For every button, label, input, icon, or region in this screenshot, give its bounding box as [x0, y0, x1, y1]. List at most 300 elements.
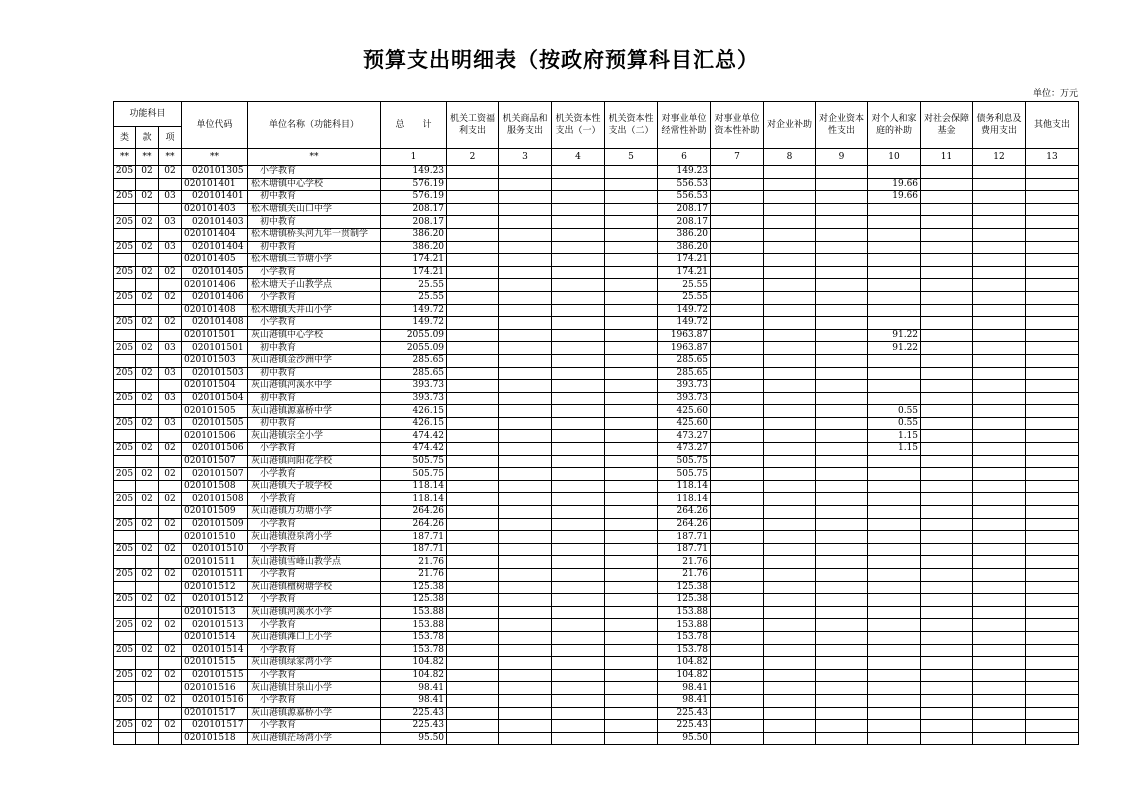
table-row — [114, 329, 1079, 342]
cell-col-6 — [711, 732, 764, 745]
cell-col-9 — [868, 657, 921, 670]
table-row — [114, 279, 1079, 292]
cell-lei — [114, 329, 136, 342]
header-mark: ** — [136, 149, 159, 166]
cell-xiang: 02 — [159, 518, 182, 531]
cell-total: 153.78 — [381, 631, 447, 644]
cell-unit-name: 灰山港镇万功塘小学 — [248, 506, 381, 519]
header-num: 7 — [711, 149, 764, 166]
cell-col-12 — [1026, 279, 1079, 292]
cell-col-5: 187.71 — [658, 543, 711, 556]
cell-col-6 — [711, 354, 764, 367]
cell-xiang — [159, 657, 182, 670]
cell-unit-code: 020101512 — [182, 581, 248, 594]
cell-lei — [114, 657, 136, 670]
cell-unit-code: 020101504 — [182, 380, 248, 393]
cell-col-8 — [816, 380, 868, 393]
cell-unit-code: 020101509 — [182, 518, 248, 531]
cell-col-1 — [447, 329, 499, 342]
cell-kuan — [136, 506, 159, 519]
cell-xiang — [159, 732, 182, 745]
cell-col-2 — [499, 380, 552, 393]
cell-xiang — [159, 354, 182, 367]
cell-col-4 — [605, 657, 658, 670]
cell-col-10 — [921, 191, 973, 204]
cell-xiang: 02 — [159, 317, 182, 330]
cell-col-2 — [499, 720, 552, 733]
cell-kuan — [136, 380, 159, 393]
cell-col-5: 153.88 — [658, 619, 711, 632]
budget-table — [113, 101, 1079, 745]
cell-unit-name: 灰山港镇澄泉湾小学 — [248, 531, 381, 544]
cell-col-1 — [447, 178, 499, 191]
cell-lei: 205 — [114, 266, 136, 279]
cell-kuan: 02 — [136, 342, 159, 355]
cell-col-6 — [711, 518, 764, 531]
header-num: 9 — [816, 149, 868, 166]
cell-col-9 — [868, 581, 921, 594]
header-unit-code: 单位代码 — [182, 102, 248, 149]
cell-col-1 — [447, 317, 499, 330]
cell-unit-code: 020101517 — [182, 707, 248, 720]
cell-col-1 — [447, 455, 499, 468]
cell-col-10 — [921, 392, 973, 405]
cell-col-3 — [552, 405, 605, 418]
cell-col-12 — [1026, 342, 1079, 355]
cell-col-7 — [764, 405, 816, 418]
cell-xiang: 02 — [159, 694, 182, 707]
table-row — [114, 531, 1079, 544]
cell-total: 21.76 — [381, 556, 447, 569]
cell-col-2 — [499, 569, 552, 582]
cell-unit-code: 020101503 — [182, 354, 248, 367]
header-num: 6 — [658, 149, 711, 166]
cell-col-6 — [711, 468, 764, 481]
cell-lei — [114, 178, 136, 191]
cell-col-11 — [973, 166, 1026, 179]
cell-xiang — [159, 480, 182, 493]
cell-col-2 — [499, 342, 552, 355]
cell-xiang: 02 — [159, 669, 182, 682]
cell-col-5: 425.60 — [658, 405, 711, 418]
cell-unit-name: 小学教育 — [248, 518, 381, 531]
cell-col-12 — [1026, 304, 1079, 317]
cell-col-11 — [973, 468, 1026, 481]
cell-col-10 — [921, 342, 973, 355]
cell-kuan: 02 — [136, 569, 159, 582]
cell-col-12 — [1026, 178, 1079, 191]
cell-lei — [114, 380, 136, 393]
cell-col-4 — [605, 291, 658, 304]
cell-col-3 — [552, 166, 605, 179]
cell-col-9: 91.22 — [868, 329, 921, 342]
cell-col-6 — [711, 342, 764, 355]
cell-total: 225.43 — [381, 707, 447, 720]
cell-lei: 205 — [114, 241, 136, 254]
cell-col-5: 104.82 — [658, 657, 711, 670]
cell-col-9 — [868, 279, 921, 292]
table-row — [114, 644, 1079, 657]
cell-col-12 — [1026, 216, 1079, 229]
cell-unit-name: 小学教育 — [248, 317, 381, 330]
cell-col-10 — [921, 556, 973, 569]
cell-col-4 — [605, 279, 658, 292]
cell-col-6 — [711, 556, 764, 569]
cell-col-1 — [447, 694, 499, 707]
cell-col-3 — [552, 317, 605, 330]
cell-col-11 — [973, 669, 1026, 682]
cell-col-3 — [552, 631, 605, 644]
cell-col-3 — [552, 254, 605, 267]
cell-col-8 — [816, 329, 868, 342]
table-row — [114, 682, 1079, 695]
header-num: 11 — [921, 149, 973, 166]
cell-col-7 — [764, 720, 816, 733]
cell-col-12 — [1026, 354, 1079, 367]
cell-col-9 — [868, 380, 921, 393]
cell-col-11 — [973, 380, 1026, 393]
cell-col-9 — [868, 354, 921, 367]
cell-col-2 — [499, 367, 552, 380]
cell-total: 285.65 — [381, 354, 447, 367]
cell-kuan — [136, 279, 159, 292]
cell-col-1 — [447, 669, 499, 682]
cell-col-11 — [973, 518, 1026, 531]
cell-col-4 — [605, 543, 658, 556]
cell-col-3 — [552, 329, 605, 342]
cell-col-4 — [605, 228, 658, 241]
cell-lei: 205 — [114, 291, 136, 304]
cell-col-11 — [973, 266, 1026, 279]
cell-col-5: 149.72 — [658, 317, 711, 330]
cell-col-2 — [499, 480, 552, 493]
cell-col-5: 285.65 — [658, 367, 711, 380]
cell-col-12 — [1026, 707, 1079, 720]
cell-col-1 — [447, 720, 499, 733]
cell-col-8 — [816, 657, 868, 670]
cell-col-3 — [552, 531, 605, 544]
cell-col-1 — [447, 304, 499, 317]
cell-col-9 — [868, 707, 921, 720]
cell-col-4 — [605, 367, 658, 380]
cell-col-8 — [816, 694, 868, 707]
cell-unit-name: 灰山港镇茫场湾小学 — [248, 732, 381, 745]
table-row — [114, 594, 1079, 607]
cell-col-7 — [764, 166, 816, 179]
cell-lei — [114, 354, 136, 367]
header-num: 5 — [605, 149, 658, 166]
cell-unit-name: 灰山港镇河溪水小学 — [248, 606, 381, 619]
table-row — [114, 556, 1079, 569]
cell-lei — [114, 203, 136, 216]
cell-col-9 — [868, 228, 921, 241]
cell-col-10 — [921, 531, 973, 544]
cell-col-4 — [605, 392, 658, 405]
cell-col-2 — [499, 354, 552, 367]
cell-col-8 — [816, 417, 868, 430]
table-row — [114, 228, 1079, 241]
cell-xiang — [159, 631, 182, 644]
cell-col-3 — [552, 304, 605, 317]
cell-xiang: 02 — [159, 594, 182, 607]
cell-col-11 — [973, 254, 1026, 267]
cell-unit-code: 020101408 — [182, 304, 248, 317]
cell-unit-code: 020101408 — [182, 317, 248, 330]
cell-col-5: 25.55 — [658, 279, 711, 292]
cell-unit-name: 小学教育 — [248, 669, 381, 682]
cell-col-5: 505.75 — [658, 455, 711, 468]
cell-kuan: 02 — [136, 291, 159, 304]
cell-total: 505.75 — [381, 455, 447, 468]
cell-col-3 — [552, 191, 605, 204]
cell-unit-code: 020101504 — [182, 392, 248, 405]
table-row — [114, 254, 1079, 267]
cell-col-3 — [552, 556, 605, 569]
cell-col-3 — [552, 581, 605, 594]
cell-col-8 — [816, 367, 868, 380]
cell-col-6 — [711, 619, 764, 632]
cell-col-4 — [605, 380, 658, 393]
cell-col-5: 225.43 — [658, 720, 711, 733]
cell-col-9: 91.22 — [868, 342, 921, 355]
cell-col-7 — [764, 694, 816, 707]
cell-col-1 — [447, 291, 499, 304]
cell-col-9: 19.66 — [868, 191, 921, 204]
cell-col-7 — [764, 443, 816, 456]
cell-xiang — [159, 531, 182, 544]
cell-col-11 — [973, 594, 1026, 607]
cell-col-8 — [816, 480, 868, 493]
cell-xiang: 02 — [159, 720, 182, 733]
header-num: 10 — [868, 149, 921, 166]
cell-unit-code: 020101511 — [182, 556, 248, 569]
cell-total: 98.41 — [381, 694, 447, 707]
cell-lei — [114, 606, 136, 619]
cell-col-12 — [1026, 594, 1079, 607]
cell-unit-name: 小学教育 — [248, 569, 381, 582]
cell-col-10 — [921, 606, 973, 619]
cell-col-4 — [605, 493, 658, 506]
cell-col-12 — [1026, 657, 1079, 670]
cell-col-3 — [552, 291, 605, 304]
cell-xiang — [159, 380, 182, 393]
cell-col-9 — [868, 720, 921, 733]
cell-col-5: 393.73 — [658, 380, 711, 393]
cell-col-1 — [447, 682, 499, 695]
cell-col-11 — [973, 342, 1026, 355]
cell-xiang — [159, 430, 182, 443]
cell-col-2 — [499, 216, 552, 229]
cell-unit-name: 灰山港镇绿家湾小学 — [248, 657, 381, 670]
cell-lei: 205 — [114, 468, 136, 481]
cell-col-3 — [552, 266, 605, 279]
cell-kuan: 02 — [136, 317, 159, 330]
cell-col-2 — [499, 682, 552, 695]
cell-col-4 — [605, 241, 658, 254]
header-lei: 类 — [114, 127, 136, 149]
cell-col-6 — [711, 455, 764, 468]
cell-col-7 — [764, 392, 816, 405]
header-unit-name: 单位名称（功能科目） — [248, 102, 381, 149]
cell-col-10 — [921, 493, 973, 506]
cell-total: 153.78 — [381, 644, 447, 657]
cell-col-3 — [552, 241, 605, 254]
cell-col-6 — [711, 506, 764, 519]
cell-col-4 — [605, 569, 658, 582]
cell-total: 2055.09 — [381, 329, 447, 342]
header-col-7: 对企业补助 — [764, 102, 816, 149]
cell-col-2 — [499, 657, 552, 670]
cell-col-8 — [816, 430, 868, 443]
cell-col-10 — [921, 354, 973, 367]
cell-total: 225.43 — [381, 720, 447, 733]
cell-lei: 205 — [114, 594, 136, 607]
cell-col-2 — [499, 732, 552, 745]
cell-lei: 205 — [114, 191, 136, 204]
cell-col-5: 149.23 — [658, 166, 711, 179]
cell-col-3 — [552, 417, 605, 430]
cell-col-10 — [921, 241, 973, 254]
cell-kuan: 02 — [136, 594, 159, 607]
cell-col-3 — [552, 644, 605, 657]
cell-unit-code: 020101514 — [182, 644, 248, 657]
cell-unit-name: 初中教育 — [248, 342, 381, 355]
cell-total: 208.17 — [381, 203, 447, 216]
cell-xiang — [159, 203, 182, 216]
cell-col-9 — [868, 531, 921, 544]
cell-col-12 — [1026, 443, 1079, 456]
cell-col-3 — [552, 380, 605, 393]
cell-col-12 — [1026, 556, 1079, 569]
cell-total: 386.20 — [381, 228, 447, 241]
cell-col-1 — [447, 266, 499, 279]
cell-xiang — [159, 581, 182, 594]
cell-col-3 — [552, 543, 605, 556]
cell-kuan — [136, 631, 159, 644]
table-row — [114, 732, 1079, 745]
cell-col-9 — [868, 682, 921, 695]
cell-xiang — [159, 606, 182, 619]
cell-col-9: 19.66 — [868, 178, 921, 191]
cell-col-10 — [921, 455, 973, 468]
cell-col-1 — [447, 732, 499, 745]
cell-col-8 — [816, 392, 868, 405]
cell-unit-code: 020101507 — [182, 455, 248, 468]
cell-col-6 — [711, 241, 764, 254]
cell-col-2 — [499, 304, 552, 317]
cell-col-12 — [1026, 506, 1079, 519]
cell-col-11 — [973, 682, 1026, 695]
cell-col-1 — [447, 367, 499, 380]
cell-unit-code: 020101513 — [182, 606, 248, 619]
cell-col-2 — [499, 266, 552, 279]
cell-col-2 — [499, 506, 552, 519]
cell-unit-code: 020101505 — [182, 405, 248, 418]
cell-lei — [114, 707, 136, 720]
cell-col-3 — [552, 619, 605, 632]
cell-col-3 — [552, 682, 605, 695]
unit-label: 单位：万元 — [1032, 89, 1078, 99]
cell-col-6 — [711, 417, 764, 430]
cell-total: 174.21 — [381, 266, 447, 279]
cell-col-5: 125.38 — [658, 594, 711, 607]
table-row — [114, 631, 1079, 644]
cell-col-1 — [447, 606, 499, 619]
cell-col-1 — [447, 631, 499, 644]
cell-col-8 — [816, 556, 868, 569]
table-row — [114, 720, 1079, 733]
cell-col-12 — [1026, 380, 1079, 393]
cell-kuan: 02 — [136, 241, 159, 254]
cell-unit-name: 小学教育 — [248, 291, 381, 304]
cell-col-7 — [764, 354, 816, 367]
cell-unit-code: 020101516 — [182, 682, 248, 695]
cell-col-12 — [1026, 329, 1079, 342]
cell-col-10 — [921, 581, 973, 594]
cell-col-2 — [499, 644, 552, 657]
cell-col-5: 153.78 — [658, 631, 711, 644]
cell-col-2 — [499, 228, 552, 241]
cell-col-2 — [499, 430, 552, 443]
cell-col-4 — [605, 430, 658, 443]
cell-col-3 — [552, 506, 605, 519]
header-col-8: 对企业资本性支出 — [816, 102, 868, 149]
cell-col-12 — [1026, 166, 1079, 179]
cell-col-1 — [447, 619, 499, 632]
cell-total: 474.42 — [381, 443, 447, 456]
cell-col-3 — [552, 669, 605, 682]
cell-col-11 — [973, 657, 1026, 670]
cell-col-3 — [552, 216, 605, 229]
table-row — [114, 203, 1079, 216]
cell-col-6 — [711, 694, 764, 707]
cell-col-12 — [1026, 203, 1079, 216]
cell-col-4 — [605, 720, 658, 733]
cell-total: 2055.09 — [381, 342, 447, 355]
cell-col-12 — [1026, 518, 1079, 531]
cell-col-4 — [605, 405, 658, 418]
cell-unit-code: 020101515 — [182, 657, 248, 670]
cell-col-12 — [1026, 493, 1079, 506]
cell-kuan: 02 — [136, 266, 159, 279]
cell-col-7 — [764, 417, 816, 430]
cell-total: 95.50 — [381, 732, 447, 745]
cell-xiang — [159, 455, 182, 468]
header-mark: ** — [182, 149, 248, 166]
cell-col-11 — [973, 732, 1026, 745]
cell-xiang: 03 — [159, 241, 182, 254]
cell-unit-name: 小学教育 — [248, 644, 381, 657]
cell-lei: 205 — [114, 392, 136, 405]
cell-xiang: 02 — [159, 644, 182, 657]
cell-col-3 — [552, 392, 605, 405]
cell-col-6 — [711, 291, 764, 304]
cell-col-2 — [499, 455, 552, 468]
cell-col-6 — [711, 430, 764, 443]
cell-col-6 — [711, 657, 764, 670]
cell-kuan: 02 — [136, 191, 159, 204]
cell-col-7 — [764, 241, 816, 254]
cell-total: 187.71 — [381, 531, 447, 544]
cell-col-2 — [499, 594, 552, 607]
cell-col-10 — [921, 166, 973, 179]
header-col-1: 机关工资福利支出 — [447, 102, 499, 149]
cell-unit-name: 灰山港镇金沙洲中学 — [248, 354, 381, 367]
table-row — [114, 506, 1079, 519]
header-mark: ** — [159, 149, 182, 166]
table-row — [114, 480, 1079, 493]
cell-col-4 — [605, 354, 658, 367]
